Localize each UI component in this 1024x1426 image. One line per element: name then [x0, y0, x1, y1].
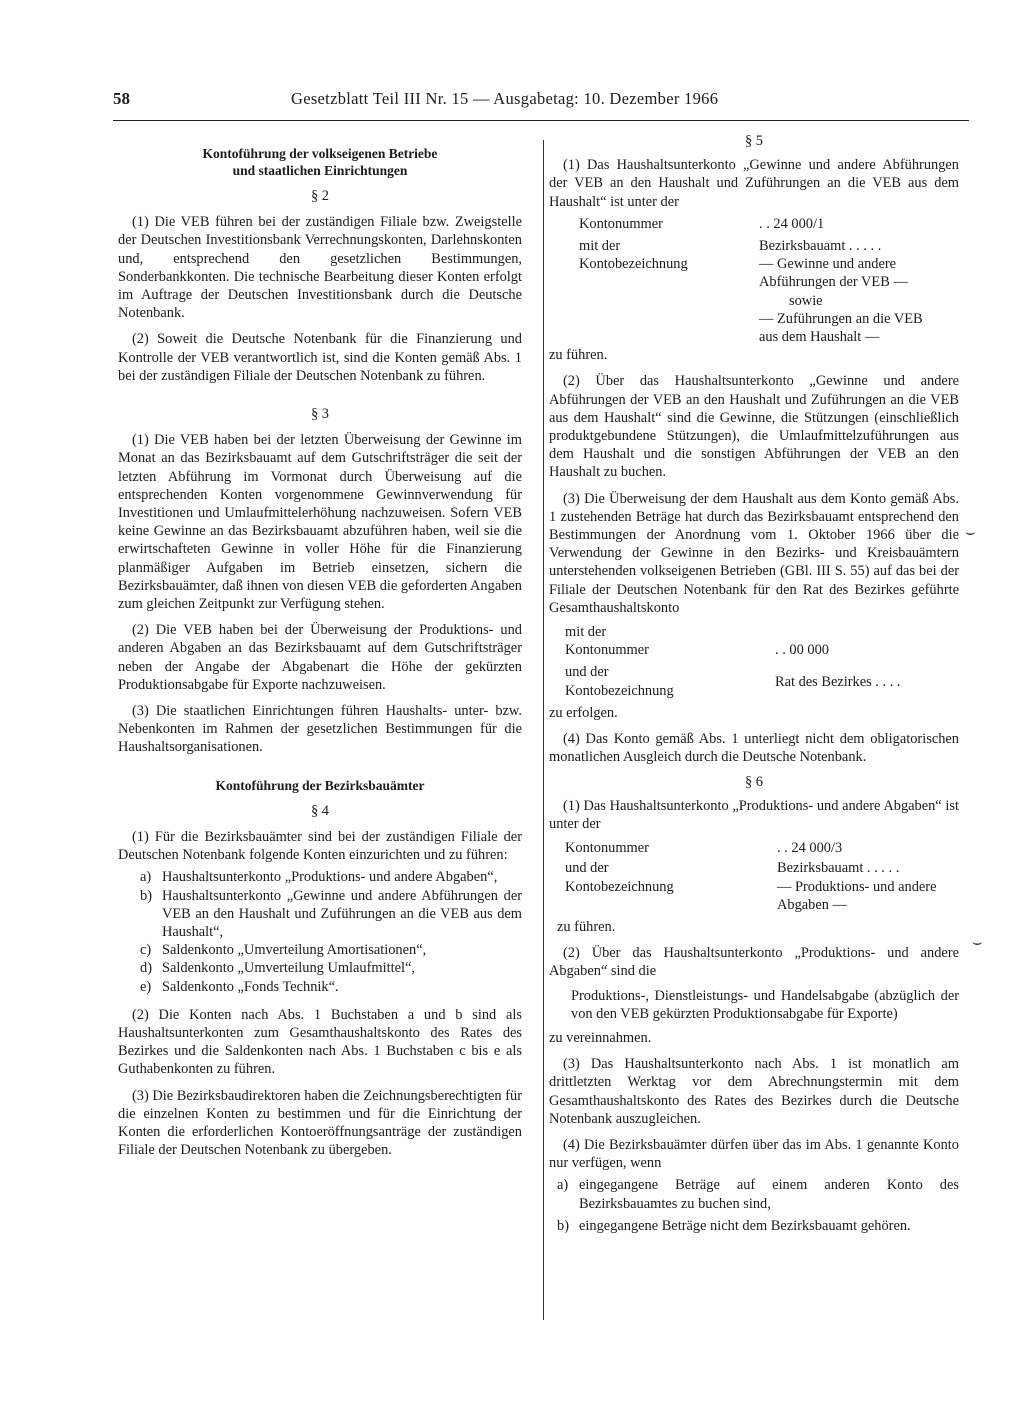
field-label-text: mit der Kontobezeichnung [579, 238, 688, 273]
field-value: . . 00 000 [775, 642, 829, 659]
field-value-line: — Gewinne und andere Abführungen der VEB — [759, 256, 908, 291]
account-number-row [549, 623, 959, 659]
section-number: § 3 [311, 406, 329, 423]
field-value-line: Bezirksbauamt . . . . . [777, 860, 900, 877]
section-number: § 2 [311, 188, 329, 204]
paragraph: zu erfolgen. [549, 704, 618, 721]
account-name-row [549, 663, 959, 699]
paragraph: (3) Das Haushaltsunterkonto nach Abs. 1 ist monatlich am drittletzten Werktag vor dem Abrechnungstermin mit dem Gesamthaushaltskonto des Rates des Bezirkes durch die Deutsche Notenbank auszugleichen. [549, 1056, 959, 1127]
paragraph: (3) Die Überweisung der dem Haushalt aus dem Konto gemäß Abs. 1 zustehenden Beträge hat durch das Bezirksbauamt entsprechend den Bestimmungen der Anordnung vom 1. Oktober 1966 über die Verwendung der Gewinne in den Bezirks- und Kreisbauämtern unterstehenden volkseigenen Betrieben (GBl. III S. 55) auf das bei der Filiale der Deutschen Notenbank für den Rat des Bezirkes geführte Gesamthaushaltskonto [549, 490, 959, 616]
left-column [118, 145, 522, 1159]
paragraph: (2) Über das Haushaltsunterkonto „Gewinne und andere Abführungen der VEB an den Haushalt und Zuführungen an die VEB aus dem Haushalt“ sind die Gewinne, die Stützungen (einschließlich produktgebundene Stützungen), die Umlaufmittelzuführungen aus dem Haushalt und die sonstigen Abführungen der VEB an den Haushalt zu buchen. [549, 373, 959, 481]
list-text: Haushaltsunterkonto „Gewinne und andere Abführungen der VEB an den Haushalt und Zuführungen an die VEB aus dem Haushalt“, [162, 887, 522, 940]
section-heading: und staatlichen Einrichtungen [232, 163, 408, 178]
field-value [759, 237, 959, 346]
field-value-line: sowie [789, 292, 823, 309]
paragraph: (1) Die VEB führen bei der zuständigen Filiale bzw. Zweigstelle der Deutschen Investitionsbank Verrechnungskonten, Darlehnskonten und, entsprechend den gesetzlichen Bestimmungen, Sonderbankkonten. Die technische Bearbeitung dieser Konten erfolgt im Auftrage der Deutschen Investitionsbank durch die Deutsche Notenbank. [118, 214, 522, 322]
paragraph: (4) Das Konto gemäß Abs. 1 unterliegt nicht dem obligatorischen monatlichen Ausgleich durch die Deutsche Notenbank. [549, 731, 959, 766]
field-label [549, 623, 775, 659]
field-value-line: Bezirksbauamt . . . . . [759, 238, 882, 255]
field-value: Rat des Bezirkes . . . . [775, 674, 901, 691]
margin-mark: ⌣ [972, 934, 983, 951]
section-heading: Kontoführung der Bezirksbauämter [215, 777, 425, 793]
field-label [549, 237, 759, 346]
field-value: . . 24 000/3 [777, 840, 843, 857]
section-number: § 6 [745, 773, 763, 790]
page-header [113, 89, 983, 115]
account-number-row [549, 215, 959, 233]
paragraph: (3) Die Bezirksbaudirektoren haben die Zeichnungsberechtigten für die einzelnen Konten zu bestimmen und für die Einrichtung der Konten die erforderlichen Kontoeröffnungsanträge der zuständigen Filiale der Deutschen Notenbank zu übergeben. [118, 1087, 522, 1159]
account-name-row [549, 237, 959, 346]
section-heading: Kontoführung der volkseigenen Betriebe [202, 146, 438, 161]
list-marker: e) [140, 978, 152, 995]
account-number-row [549, 839, 959, 857]
section-number: § 5 [745, 133, 763, 149]
list-marker: b) [557, 1217, 569, 1234]
paragraph: (2) Über das Haushaltsunterkonto „Produktions- und andere Abgaben“ sind die [549, 945, 959, 980]
paragraph: zu führen. [557, 918, 616, 935]
list-marker: a) [140, 869, 152, 886]
paragraph: zu vereinnahmen. [549, 1029, 652, 1046]
list-item [118, 887, 522, 942]
condition-list [549, 1176, 959, 1235]
paragraph: (4) Die Bezirksbauämter dürfen über das im Abs. 1 genannte Konto nur verfügen, wenn [549, 1136, 959, 1172]
right-column [549, 132, 959, 1235]
account-name-row [549, 859, 959, 914]
paragraph: (2) Die Konten nach Abs. 1 Buchstaben a und b sind als Haushaltsunterkonten zum Gesamthaushaltskonto des Rates des Bezirkes und die Saldenkonten nach Abs. 1 Buchstaben c bis e als Guthabenkonten zu führen. [118, 1006, 522, 1078]
paragraph: (2) Die VEB haben bei der Überweisung der Produktions- und anderen Abgaben an das Bezirksbauamt auf dem Gutschriftsträger neben der Angabe der Abgabenart die Höhe der gekürzten Produktionsabgabe für Exporte nachzuweisen. [118, 622, 522, 693]
gazette-title: Gesetzblatt Teil III Nr. 15 — Ausgabetag: 10. Dezember 1966 [291, 89, 719, 108]
paragraph: (1) Für die Bezirksbauämter sind bei der zuständigen Filiale der Deutschen Notenbank folgende Konten einzurichten und zu führen: [118, 828, 522, 864]
field-value-line: — Zuführungen an die VEB aus dem Haushalt — [759, 310, 923, 346]
list-text: eingegangene Beträge nicht dem Bezirksbauamt gehören. [579, 1217, 911, 1234]
paragraph: (1) Das Haushaltsunterkonto „Gewinne und andere Abführungen der VEB an den Haushalt und Zuführungen an die VEB aus dem Haushalt“ ist unter der [549, 157, 959, 210]
list-text: Haushaltsunterkonto „Produktions- und andere Abgaben“, [162, 869, 498, 886]
account-list [118, 868, 522, 995]
field-label [549, 663, 775, 699]
list-text: Saldenkonto „Umverteilung Amortisationen“, [162, 942, 427, 959]
field-label-text: mit der Kontonummer [565, 624, 649, 659]
paragraph: (1) Das Haushaltsunterkonto „Produktions- und andere Abgaben“ ist unter der [549, 797, 959, 832]
field-label: Kontonummer [579, 215, 663, 232]
header-rule [113, 120, 969, 121]
field-label: Kontonummer [565, 840, 649, 857]
paragraph: (2) Soweit die Deutsche Notenbank für die Finanzierung und Kontrolle der VEB verantwortlich ist, sind die Konten gemäß Abs. 1 bei der zuständigen Filiale der Deutschen Notenbank zu führen. [118, 331, 522, 384]
list-marker: c) [140, 942, 152, 959]
field-value-line: — Produktions- und andere Abgaben — [777, 878, 937, 913]
list-text: eingegangene Beträge auf einem anderen Konto des Bezirksbauamtes zu buchen sind, [579, 1177, 959, 1212]
list-marker: a) [557, 1177, 569, 1194]
page-number: 58 [113, 89, 130, 108]
paragraph: (1) Die VEB haben bei der letzten Überweisung der Gewinne im Monat an das Bezirksbauamt auf dem Gutschriftsträger die seit der letzten Abführung im Vormonat durch Überweisung auf die entsprechenden Konten vorgenommene Gewinnverwendung für Investitionen und Umlaufmittelerhöhung nachzuweisen. Sofern VEB keine Gewinne an das Bezirksbauamt abzuführen haben, weil sie die erwirtschafteten Gewinne in voller Höhe für die Finanzierung planmäßiger Aufgaben im Betrieb einsetzen, sichern die Bezirksbauämter, daß ihnen von diesen VEB die geforderten Angaben zum gleichen Zeitpunkt zur Verfügung stehen. [118, 432, 522, 613]
list-text: Saldenkonto „Umverteilung Umlaufmittel“, [162, 960, 415, 977]
list-marker: b) [140, 887, 152, 904]
list-item [549, 1217, 959, 1235]
field-label [549, 859, 777, 914]
field-value [777, 859, 959, 914]
list-item [118, 959, 522, 977]
field-label-text: und der Kontobezeichnung [565, 860, 674, 895]
field-label-text: und der Kontobezeichnung [565, 664, 674, 699]
paragraph: (3) Die staatlichen Einrichtungen führen Haushalts- unter- bzw. Nebenkonten im Rahmen der gesetzlichen Bestimmungen für die Haushaltsorganisationen. [118, 703, 522, 756]
list-text: Saldenkonto „Fonds Technik“. [162, 978, 339, 995]
list-item [118, 978, 522, 996]
column-divider [543, 140, 544, 1320]
section-number: § 4 [311, 802, 329, 819]
field-value: . . 24 000/1 [759, 215, 825, 232]
indented-block: Produktions-, Dienstleistungs- und Handelsabgabe (abzüglich der von den VEB gekürzten Produktionsabgabe für Exporte) [571, 987, 959, 1022]
list-item [549, 1176, 959, 1212]
paragraph: zu führen. [549, 347, 608, 364]
list-item [118, 941, 522, 959]
list-item [118, 868, 522, 886]
margin-mark: ⌣ [965, 524, 976, 541]
list-marker: d) [140, 960, 152, 977]
